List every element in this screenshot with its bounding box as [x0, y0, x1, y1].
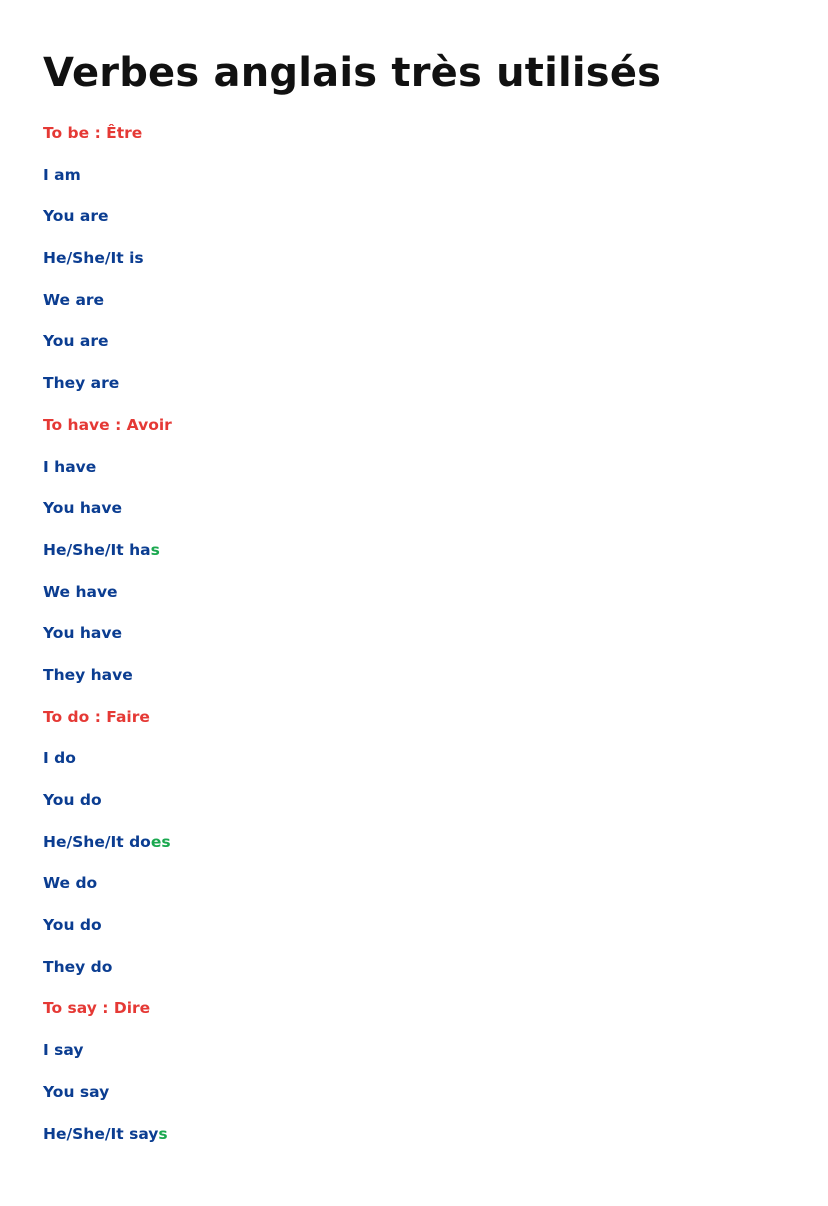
conjugation-text: They do — [43, 957, 113, 976]
conjugation-text: He/She/It do — [43, 832, 151, 851]
conjugation-text: I do — [43, 749, 76, 768]
conjugation-line — [43, 1037, 172, 1079]
conjugation-line — [43, 662, 172, 704]
conjugation-line — [43, 579, 172, 621]
conjugation-line — [43, 954, 172, 996]
verb-heading — [43, 995, 172, 1037]
conjugation-text: You have — [43, 624, 122, 643]
verb-heading-text: To do : Faire — [43, 707, 150, 726]
conjugation-text: You have — [43, 499, 122, 518]
conjugation-text: They have — [43, 665, 133, 684]
conjugation-line — [43, 454, 172, 496]
conjugation-line — [43, 495, 172, 537]
conjugation-text: I say — [43, 1041, 84, 1060]
conjugation-line — [43, 245, 172, 287]
conjugation-text: You say — [43, 1082, 110, 1101]
conjugation-line — [43, 162, 172, 204]
conjugation-line — [43, 287, 172, 329]
conjugation-text: You do — [43, 791, 102, 809]
conjugation-line — [43, 1079, 172, 1121]
conjugation-text: I am — [43, 165, 81, 184]
verb-suffix: s — [150, 540, 160, 559]
conjugation-line — [43, 1121, 172, 1163]
verb-heading — [43, 704, 172, 746]
conjugation-line — [43, 870, 172, 912]
conjugation-line — [43, 537, 172, 579]
conjugation-line — [43, 745, 172, 787]
conjugation-line — [43, 370, 172, 412]
verb-heading — [43, 120, 172, 162]
conjugation-line — [43, 328, 172, 370]
verb-heading — [43, 412, 172, 454]
conjugation-text: We do — [43, 874, 98, 893]
conjugation-text: He/She/It ha — [43, 540, 151, 559]
conjugation-text: I have — [43, 457, 97, 476]
conjugation-text: We are — [43, 290, 105, 309]
conjugation-line — [43, 787, 172, 829]
verb-heading-text: To have : Avoir — [43, 415, 172, 434]
conjugation-line — [43, 912, 172, 954]
verb-list — [43, 120, 172, 1162]
verb-suffix: s — [158, 1124, 168, 1143]
verb-heading-text: To say : Dire — [43, 999, 151, 1018]
conjugation-line — [43, 620, 172, 662]
conjugation-text: They are — [43, 374, 120, 393]
conjugation-text: He/She/It say — [43, 1124, 159, 1143]
page-title: Verbes anglais très utilisés — [43, 50, 662, 96]
conjugation-line — [43, 203, 172, 245]
conjugation-text: He/She/It is — [43, 249, 144, 268]
conjugation-text: You are — [43, 207, 109, 226]
verb-heading-text: To be : Être — [43, 124, 143, 142]
conjugation-text: You do — [43, 916, 102, 935]
verb-suffix: es — [150, 832, 171, 851]
conjugation-text: You are — [43, 332, 109, 351]
conjugation-line — [43, 829, 172, 871]
conjugation-text: We have — [43, 582, 118, 601]
